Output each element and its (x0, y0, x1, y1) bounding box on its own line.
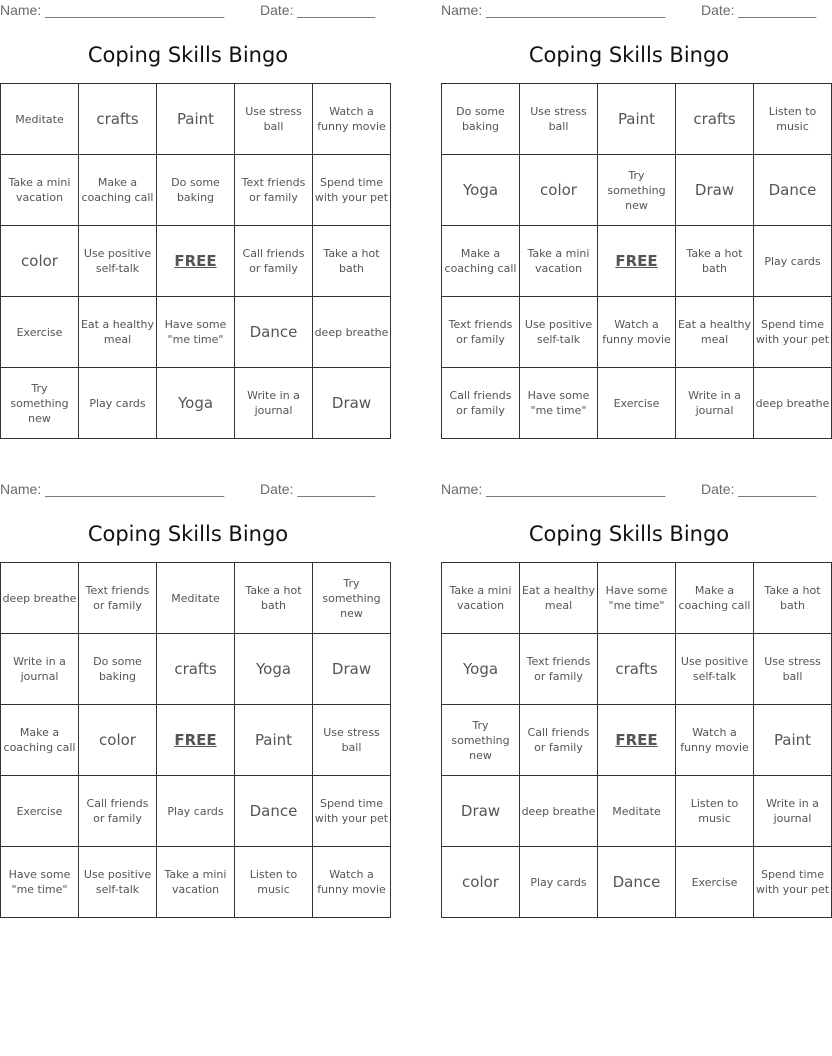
bingo-row (442, 705, 832, 776)
bingo-cell: color (79, 705, 157, 776)
bingo-cell: Paint (235, 705, 313, 776)
bingo-grid (0, 562, 391, 918)
bingo-cell: Write in a journal (1, 634, 79, 705)
bingo-cell: Use stress ball (235, 84, 313, 155)
bingo-cell: Use stress ball (520, 84, 598, 155)
bingo-cell: color (442, 847, 520, 918)
card-title: Coping Skills Bingo (528, 522, 730, 546)
bingo-cell: Take a mini vacation (157, 847, 235, 918)
bingo-row (1, 84, 391, 155)
bingo-row (442, 297, 832, 368)
free-space: FREE (157, 705, 235, 776)
bingo-row (1, 226, 391, 297)
bingo-row (1, 634, 391, 705)
bingo-cell: Text friends or family (442, 297, 520, 368)
name-field: Name: _______________________ (441, 481, 666, 497)
bingo-row (442, 634, 832, 705)
bingo-cell: Text friends or family (520, 634, 598, 705)
bingo-cell: Exercise (598, 368, 676, 439)
bingo-cell: Text friends or family (79, 563, 157, 634)
bingo-cell: Eat a healthy meal (676, 297, 754, 368)
bingo-cell: Text friends or family (235, 155, 313, 226)
bingo-row (1, 847, 391, 918)
bingo-cell: Take a mini vacation (442, 563, 520, 634)
bingo-cell: Draw (313, 634, 391, 705)
bingo-cell: Paint (598, 84, 676, 155)
bingo-cell: Exercise (1, 776, 79, 847)
bingo-cell: Take a mini vacation (1, 155, 79, 226)
bingo-row (442, 563, 832, 634)
date-field: Date: __________ (701, 481, 817, 497)
bingo-cell: deep breathe (754, 368, 832, 439)
bingo-row (1, 563, 391, 634)
bingo-cell: Write in a journal (676, 368, 754, 439)
bingo-cell: Have some "me time" (598, 563, 676, 634)
date-field: Date: __________ (701, 2, 817, 18)
bingo-cell: Do some baking (442, 84, 520, 155)
bingo-cell: Spend time with your pet (313, 776, 391, 847)
card-title: Coping Skills Bingo (87, 522, 289, 546)
bingo-cell: color (1, 226, 79, 297)
bingo-cell: Spend time with your pet (754, 297, 832, 368)
bingo-cell: color (520, 155, 598, 226)
bingo-cell: Have some "me time" (520, 368, 598, 439)
bingo-cell: Meditate (1, 84, 79, 155)
bingo-cell: Play cards (520, 847, 598, 918)
bingo-cell: Take a mini vacation (520, 226, 598, 297)
bingo-cell: Spend time with your pet (754, 847, 832, 918)
bingo-row (1, 776, 391, 847)
bingo-cell: Paint (157, 84, 235, 155)
bingo-cell: Try something new (442, 705, 520, 776)
bingo-cell: Take a hot bath (313, 226, 391, 297)
bingo-cell: Take a hot bath (676, 226, 754, 297)
bingo-cell: crafts (79, 84, 157, 155)
bingo-row (442, 84, 832, 155)
name-field: Name: _______________________ (441, 2, 666, 18)
bingo-cell: Call friends or family (442, 368, 520, 439)
bingo-cell: Yoga (442, 634, 520, 705)
bingo-row (442, 776, 832, 847)
bingo-row (1, 297, 391, 368)
bingo-cell: Dance (598, 847, 676, 918)
bingo-cell: Eat a healthy meal (79, 297, 157, 368)
bingo-cell: Use positive self-talk (79, 847, 157, 918)
bingo-cell: Exercise (676, 847, 754, 918)
bingo-cell: Spend time with your pet (313, 155, 391, 226)
bingo-cell: deep breathe (1, 563, 79, 634)
bingo-cell: Yoga (235, 634, 313, 705)
name-field: Name: _______________________ (0, 481, 225, 497)
bingo-cell: crafts (598, 634, 676, 705)
bingo-cell: Exercise (1, 297, 79, 368)
bingo-cell: Take a hot bath (754, 563, 832, 634)
bingo-cell: Use positive self-talk (676, 634, 754, 705)
bingo-cell: Write in a journal (754, 776, 832, 847)
bingo-cell: deep breathe (313, 297, 391, 368)
bingo-cell: Have some "me time" (1, 847, 79, 918)
bingo-cell: Make a coaching call (676, 563, 754, 634)
bingo-cell: Write in a journal (235, 368, 313, 439)
bingo-cell: Use stress ball (313, 705, 391, 776)
bingo-cell: Do some baking (157, 155, 235, 226)
bingo-cell: Meditate (157, 563, 235, 634)
bingo-cell: Watch a funny movie (313, 84, 391, 155)
bingo-cell: Yoga (157, 368, 235, 439)
bingo-cell: crafts (157, 634, 235, 705)
name-field: Name: _______________________ (0, 2, 225, 18)
bingo-row (442, 847, 832, 918)
bingo-cell: Use positive self-talk (79, 226, 157, 297)
bingo-cell: Use positive self-talk (520, 297, 598, 368)
bingo-cell: Draw (676, 155, 754, 226)
bingo-cell: Make a coaching call (442, 226, 520, 297)
bingo-card-3 (0, 479, 389, 911)
bingo-cell: Call friends or family (235, 226, 313, 297)
bingo-row (442, 155, 832, 226)
bingo-cell: Do some baking (79, 634, 157, 705)
bingo-row (1, 155, 391, 226)
card-title: Coping Skills Bingo (87, 43, 289, 67)
bingo-grid (0, 83, 391, 439)
bingo-cell: Meditate (598, 776, 676, 847)
bingo-cell: Have some "me time" (157, 297, 235, 368)
bingo-row (442, 226, 832, 297)
card-header (0, 481, 376, 499)
card-header (0, 2, 376, 20)
bingo-cell: Play cards (79, 368, 157, 439)
bingo-grid (441, 83, 832, 439)
bingo-cell: Watch a funny movie (313, 847, 391, 918)
card-header (441, 481, 817, 499)
free-space: FREE (157, 226, 235, 297)
bingo-cell: deep breathe (520, 776, 598, 847)
bingo-cell: Listen to music (754, 84, 832, 155)
free-space: FREE (598, 705, 676, 776)
bingo-row (1, 368, 391, 439)
bingo-cell: Make a coaching call (79, 155, 157, 226)
bingo-row (1, 705, 391, 776)
bingo-cell: Dance (235, 297, 313, 368)
bingo-card-1 (0, 0, 389, 432)
bingo-cell: Try something new (598, 155, 676, 226)
bingo-card-2 (441, 0, 830, 432)
bingo-cell: Listen to music (676, 776, 754, 847)
date-field: Date: __________ (260, 2, 376, 18)
bingo-cell: Take a hot bath (235, 563, 313, 634)
bingo-cell: Try something new (1, 368, 79, 439)
bingo-grid (441, 562, 832, 918)
bingo-cell: Draw (442, 776, 520, 847)
bingo-cell: Dance (754, 155, 832, 226)
bingo-card-4 (441, 479, 830, 911)
bingo-cell: Listen to music (235, 847, 313, 918)
bingo-cell: Yoga (442, 155, 520, 226)
bingo-cell: Draw (313, 368, 391, 439)
bingo-cell: Call friends or family (520, 705, 598, 776)
bingo-row (442, 368, 832, 439)
date-field: Date: __________ (260, 481, 376, 497)
bingo-cell: Play cards (754, 226, 832, 297)
bingo-cell: Watch a funny movie (676, 705, 754, 776)
bingo-cell: crafts (676, 84, 754, 155)
bingo-cell: Make a coaching call (1, 705, 79, 776)
bingo-cell: Watch a funny movie (598, 297, 676, 368)
free-space: FREE (598, 226, 676, 297)
bingo-cell: Try something new (313, 563, 391, 634)
card-header (441, 2, 817, 20)
bingo-cell: Dance (235, 776, 313, 847)
bingo-cell: Eat a healthy meal (520, 563, 598, 634)
card-title: Coping Skills Bingo (528, 43, 730, 67)
bingo-cell: Play cards (157, 776, 235, 847)
bingo-cell: Use stress ball (754, 634, 832, 705)
bingo-cell: Call friends or family (79, 776, 157, 847)
bingo-cell: Paint (754, 705, 832, 776)
